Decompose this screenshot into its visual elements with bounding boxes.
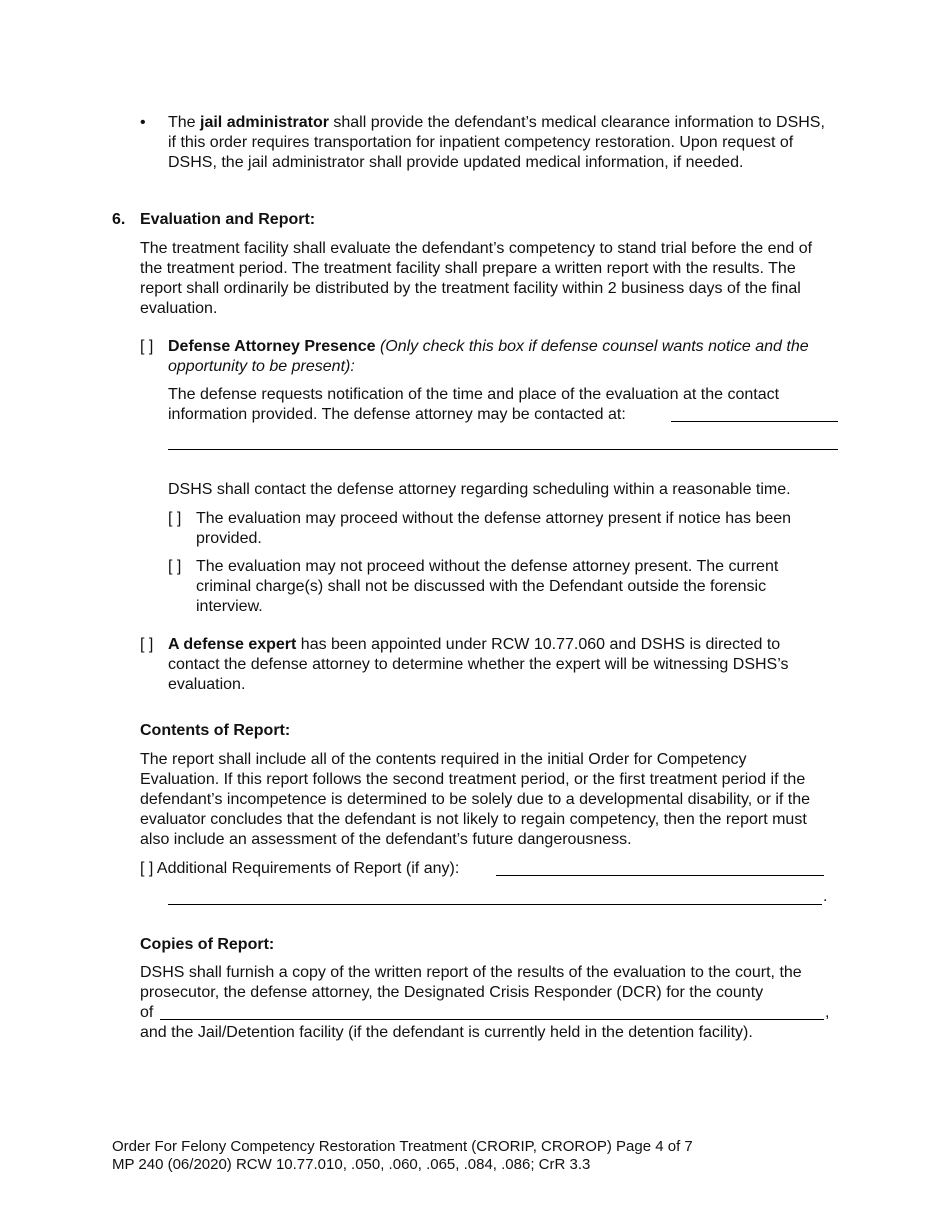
contact-field-line-2[interactable]	[168, 449, 838, 450]
copies-tail: and the Jail/Detention facility (if the defendant is currently held in the detention facility).	[140, 1024, 753, 1041]
evaluation-intro: The treatment facility shall evaluate the defendant’s competency to stand trial before the end of the treatment period. The treatment facility shall prepare a written report with the results. The report shall ordinarily be distributed by the treatment facility within 2 business days of the final evaluation.	[140, 240, 813, 317]
jail-administrator-term: jail administrator	[200, 114, 329, 131]
additional-period: .	[823, 888, 828, 905]
dshs-contact-text: DSHS shall contact the defense attorney regarding scheduling within a reasonable time.	[168, 481, 791, 498]
additional-requirements-label[interactable]: [ ] Additional Requirements of Report (if any):	[140, 860, 460, 877]
additional-requirements-line-2[interactable]	[168, 904, 822, 905]
defense-expert-text: A defense expert has been appointed under RCW 10.77.060 and DSHS is directed to contact the defense attorney to determine whether the expert will be witnessing DSHS’s evaluation.	[168, 636, 789, 693]
defense-presence-checkbox[interactable]: [ ]	[140, 338, 154, 355]
jail-administrator-paragraph: The jail administrator shall provide the defendant’s medical clearance information to DSHS, if this order requires transportation for inpatient competency restoration. Upon request of DSHS, the jail administrator shall provide updated medical information, if needed.	[168, 114, 825, 171]
option-proceed-text: The evaluation may proceed without the defense attorney present if notice has been provided.	[196, 510, 792, 547]
bullet-dot: •	[140, 114, 146, 131]
additional-requirements-line-1[interactable]	[496, 875, 824, 876]
defense-request-text: The defense requests notification of the time and place of the evaluation at the contact information provided. The defense attorney may be contacted at:	[168, 386, 780, 423]
contact-field-line-1[interactable]	[671, 421, 838, 422]
contents-body: The report shall include all of the contents required in the initial Order for Competency Evaluation. If this report follows the second treatment period, or the first treatment period if the defendant’s incompetence is determined to be solely due to a developmental disability, or if the evaluator concludes that the defendant is not likely to regain competency, then the report must also include an assessment of the defendant’s future dangerousness.	[140, 751, 811, 848]
defense-presence-label: Defense Attorney Presence (Only check this box if defense counsel wants notice and the opportunity to be present):	[168, 338, 809, 375]
section-heading: Evaluation and Report:	[140, 211, 316, 228]
county-of-label: of	[140, 1004, 154, 1021]
option-not-proceed-text: The evaluation may not proceed without the defense attorney present. The current criminal charge(s) shall not be discussed with the Defendant outside the forensic interview.	[196, 558, 779, 615]
defense-expert-checkbox[interactable]: [ ]	[140, 636, 154, 653]
option-proceed-checkbox[interactable]: [ ]	[168, 510, 182, 527]
copies-heading: Copies of Report:	[140, 936, 275, 953]
county-field-line[interactable]	[160, 1019, 824, 1020]
option-not-proceed-checkbox[interactable]: [ ]	[168, 558, 182, 575]
footer-line-1: Order For Felony Competency Restoration Treatment (CRORIP, CROROP) Page 4 of 7	[112, 1138, 693, 1155]
copies-body: DSHS shall furnish a copy of the written report of the results of the evaluation to the court, the prosecutor, the defense attorney, the Designated Crisis Responder (DCR) for the county	[140, 964, 802, 1001]
footer-line-2: MP 240 (06/2020) RCW 10.77.010, .050, .060, .065, .084, .086; CrR 3.3	[112, 1156, 591, 1173]
county-comma: ,	[825, 1004, 830, 1021]
section-number: 6.	[112, 211, 126, 228]
contents-heading: Contents of Report:	[140, 722, 291, 739]
